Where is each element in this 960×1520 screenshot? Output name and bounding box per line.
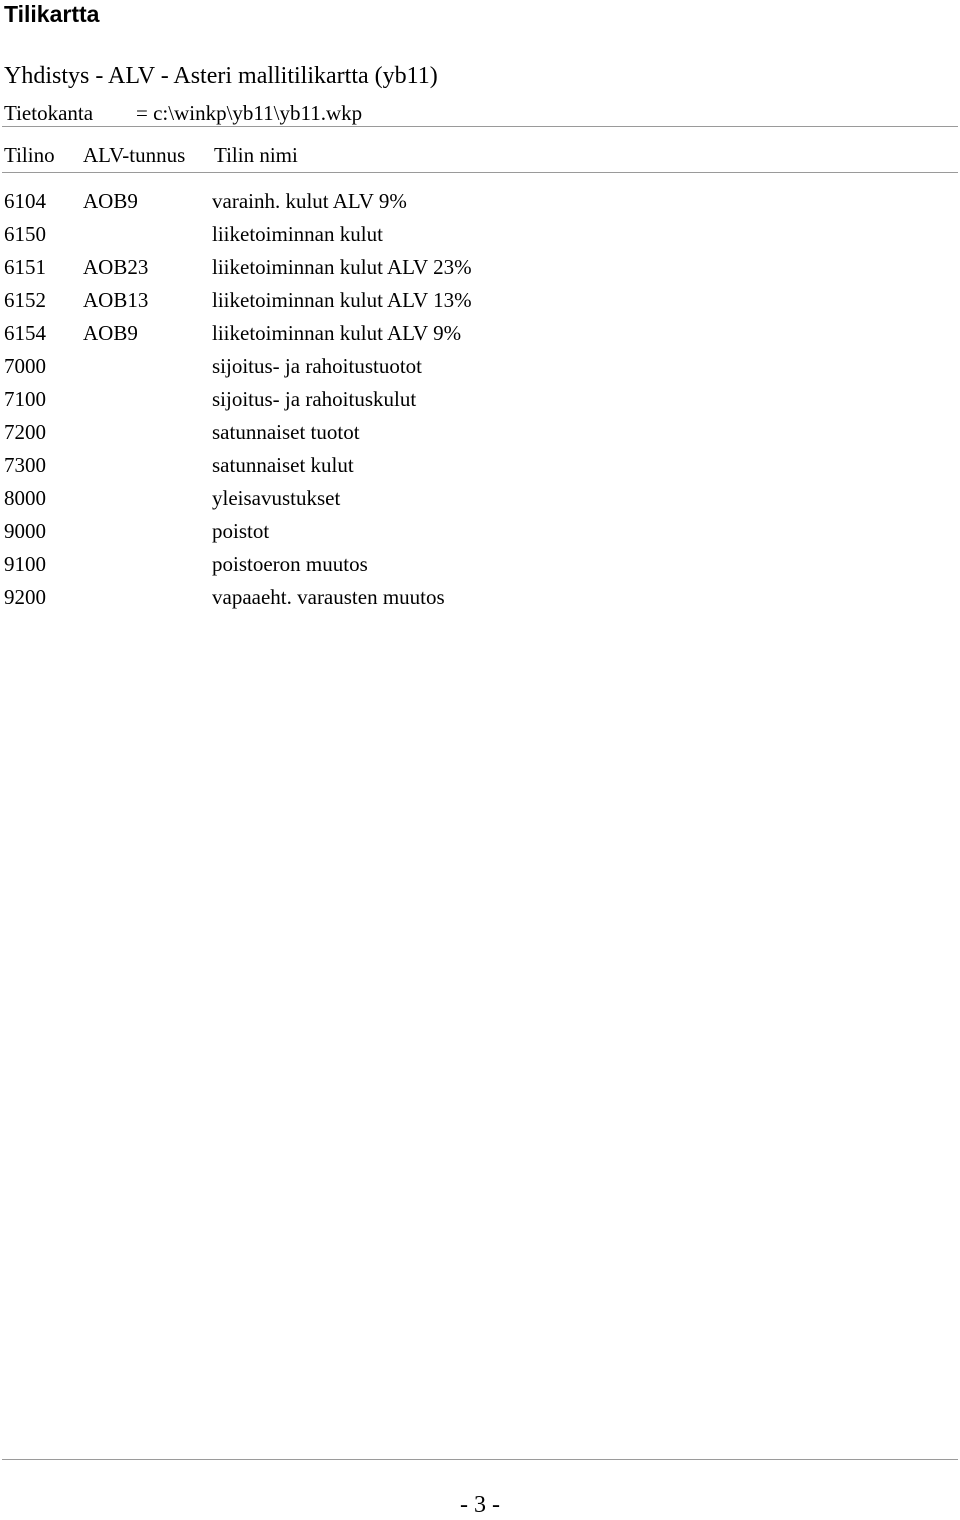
database-path: = c:\winkp\yb11\yb11.wkp [136, 101, 363, 125]
account-number: 6104 [4, 189, 46, 213]
account-name: sijoitus- ja rahoituskulut [212, 387, 417, 411]
account-number: 8000 [4, 486, 46, 510]
account-number: 7000 [4, 354, 46, 378]
table-row [0, 185, 960, 218]
vat-code: AOB13 [83, 288, 149, 312]
account-name: yleisavustukset [212, 486, 341, 510]
table-row [0, 416, 960, 449]
account-number: 7100 [4, 387, 46, 411]
account-number: 9000 [4, 519, 46, 543]
account-number: 7200 [4, 420, 46, 444]
page-number: - 3 - [460, 1492, 500, 1518]
table-row [0, 284, 960, 317]
account-name: vapaaeht. varausten muutos [212, 585, 445, 609]
table-row [0, 581, 960, 614]
account-number: 6151 [4, 255, 46, 279]
database-label: Tietokanta [4, 101, 94, 125]
account-number: 9200 [4, 585, 46, 609]
chart-of-accounts-subtitle: Yhdistys - ALV - Asteri mallitilikartta (yb11) [4, 63, 438, 89]
table-row [0, 515, 960, 548]
table-row [0, 482, 960, 515]
account-number: 9100 [4, 552, 46, 576]
table-row [0, 218, 960, 251]
account-name: liiketoiminnan kulut [212, 222, 383, 246]
account-number: 6152 [4, 288, 46, 312]
column-header-tilino: Tilino [4, 143, 55, 167]
table-row [0, 383, 960, 416]
account-name: liiketoiminnan kulut ALV 9% [212, 321, 462, 345]
footer-divider [2, 1459, 958, 1460]
vat-code: AOB9 [83, 189, 138, 213]
account-table [0, 185, 960, 614]
account-name: liiketoiminnan kulut ALV 23% [212, 255, 472, 279]
header-divider-bottom [2, 172, 958, 173]
table-row [0, 350, 960, 383]
column-header-alv-tunnus: ALV-tunnus [83, 143, 186, 167]
table-row [0, 317, 960, 350]
column-header-tilin-nimi: Tilin nimi [214, 143, 298, 167]
account-name: liiketoiminnan kulut ALV 13% [212, 288, 472, 312]
document-title: Tilikartta [4, 1, 100, 27]
account-name: satunnaiset kulut [212, 453, 354, 477]
account-name: poistoeron muutos [212, 552, 368, 576]
header-divider-top [2, 126, 958, 127]
account-name: sijoitus- ja rahoitustuotot [212, 354, 422, 378]
table-row [0, 251, 960, 284]
table-row [0, 548, 960, 581]
vat-code: AOB9 [83, 321, 138, 345]
vat-code: AOB23 [83, 255, 149, 279]
account-number: 6150 [4, 222, 46, 246]
account-number: 6154 [4, 321, 46, 345]
account-name: satunnaiset tuotot [212, 420, 360, 444]
account-name: varainh. kulut ALV 9% [212, 189, 407, 213]
account-name: poistot [212, 519, 270, 543]
table-row [0, 449, 960, 482]
account-number: 7300 [4, 453, 46, 477]
